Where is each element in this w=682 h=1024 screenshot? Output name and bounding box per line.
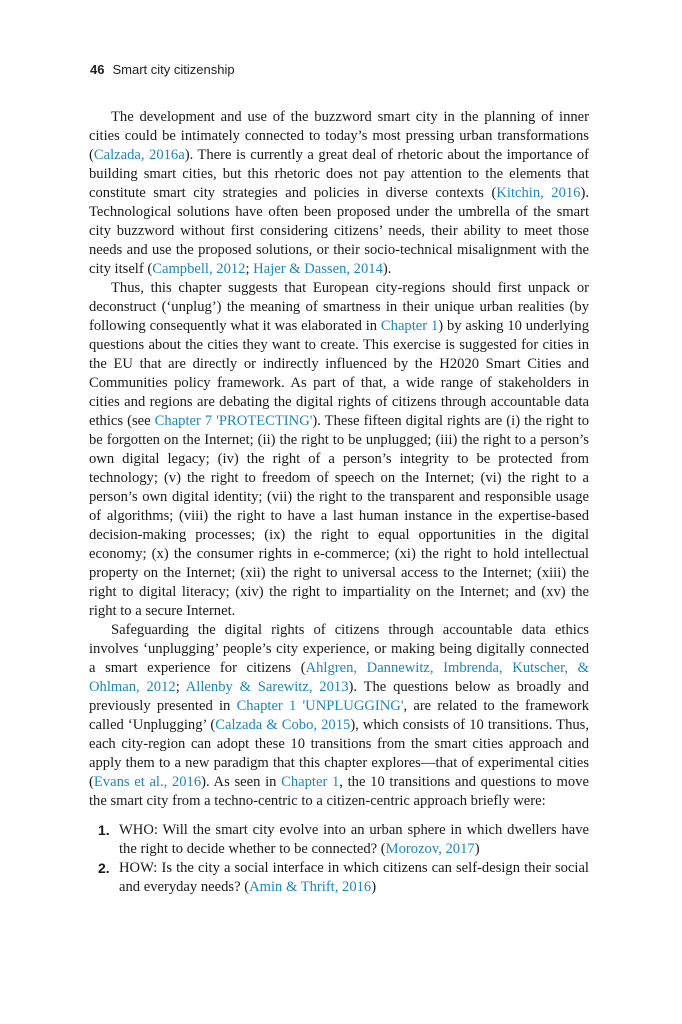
citation-link[interactable]: Allenby & Sarewitz, 2013 — [185, 679, 349, 695]
paragraph-1 — [89, 108, 589, 279]
citation-link[interactable]: Ahlgren, Dannewitz, Imbrenda, Kutscher, & Ohlman, 2012 — [89, 660, 589, 695]
text-run: ) — [371, 879, 377, 895]
text-run: ). As seen in — [201, 774, 282, 790]
citation-link[interactable]: Morozov, 2017 — [385, 841, 475, 857]
citation-link[interactable]: Evans et al., 2016 — [93, 774, 202, 790]
chapter-link[interactable]: Chapter 1 — [281, 774, 340, 790]
page-number: 46 — [90, 62, 105, 77]
text-run: ) — [474, 841, 480, 857]
text-run: , the 10 transitions and questions to move the smart city from a techno-centric to a citizen-centric approach briefly were: — [89, 774, 589, 809]
transition-question-list — [89, 821, 589, 897]
text-run: The development and use of the buzzword smart city in the planning of inner cities could be intimately connected to today’s most pressing urban transformations ( — [89, 109, 589, 163]
paragraph-2 — [89, 279, 589, 621]
citation-link[interactable]: Hajer & Dassen, 2014 — [253, 261, 383, 277]
text-run: Thus, this chapter suggests that European city-regions should first unpack or deconstruct (‘unplug’) the meaning of smartness in their unique urban realities (by following consequently what it was elaborated in — [89, 280, 589, 334]
citation-link[interactable]: Amin & Thrift, 2016 — [249, 879, 372, 895]
text-run: ). — [382, 261, 392, 277]
paragraph-3 — [89, 621, 589, 811]
list-item — [89, 859, 589, 897]
text-run: , are related to the framework called ‘Unplugging’ ( — [89, 698, 589, 733]
list-number: 2. — [98, 860, 110, 876]
running-header — [90, 62, 235, 77]
citation-link[interactable]: Calzada, 2016a — [93, 147, 185, 163]
chapter-link[interactable]: Chapter 7 'PROTECTING' — [154, 413, 313, 429]
list-item — [89, 821, 589, 859]
citation-link[interactable]: Kitchin, 2016 — [496, 185, 581, 201]
main-text — [89, 108, 589, 897]
text-run: Safeguarding the digital rights of citizens through accountable data ethics involves ‘unplugging’ people’s city experience, or making being digitally connected a smart experience for citizens ( — [89, 622, 589, 676]
text-run: ). There is currently a great deal of rhetoric about the importance of building smart cities, but this rhetoric does not pay attention to the elements that constitute smart city strategies and policies in diverse contexts ( — [89, 147, 589, 201]
text-run: ). Technological solutions have often been proposed under the umbrella of the smart city buzzword without first considering citizens’ needs, their ability to meet those needs and use the proposed solutions, or their socio-technical misalignment with the city itself ( — [89, 185, 589, 277]
text-run: ) by asking 10 underlying questions about the cities they want to create. This exercise is suggested for cities in the EU that are directly or indirectly influenced by the H2020 Smart Cities and Communities policy framework. As part of that, a wide range of stakeholders in cities and regions are debating the digital rights of citizens through accountable data ethics (see — [89, 318, 589, 429]
text-run: ; — [245, 261, 254, 277]
chapter-link[interactable]: Chapter 1 — [380, 318, 439, 334]
citation-link[interactable]: Campbell, 2012 — [152, 261, 246, 277]
list-number: 1. — [98, 822, 110, 838]
citation-link[interactable]: Calzada & Cobo, 2015 — [215, 717, 351, 733]
text-run: ). These fifteen digital rights are (i) the right to be forgotten on the Internet; (ii) the right to be unplugged; (iii) the right to a person’s own digital legacy; (iv) the right of a person’s integrity to be protected from technology; (v) the right to freedom of speech on the Internet; (vi) the right to a person’s own digital identity; (vii) the right to the transparent and responsible usage of algorithms; (viii) the right to have a last human instance in the expertise-based decision-making processes; (ix) the right to equal opportunities in the digital economy; (x) the consumer rights in e-commerce; (xi) the right to hold intellectual property on the Internet; (xii) the right to universal access to the Internet; (xiii) the right to digital literacy; (xiv) the right to impartiality on the Internet; and (xv) the right to a secure Internet. — [89, 413, 589, 619]
text-run: ; — [175, 679, 186, 695]
text-run: WHO: Will the smart city evolve into an urban sphere in which dwellers have the right to decide whether to be connected? ( — [119, 822, 589, 857]
running-title: Smart city citizenship — [112, 62, 235, 77]
chapter-link[interactable]: Chapter 1 'UNPLUGGING' — [236, 698, 404, 714]
text-run: HOW: Is the city a social interface in which citizens can self-design their social and everyday needs? ( — [119, 860, 589, 895]
text-run: ). The questions below as broadly and previously presented in — [89, 679, 589, 714]
text-run: ), which consists of 10 transitions. Thus, each city-region can adopt these 10 transitions from the smart cities approach and apply them to a new paradigm that this chapter explores—that of experimental cities ( — [89, 717, 589, 790]
